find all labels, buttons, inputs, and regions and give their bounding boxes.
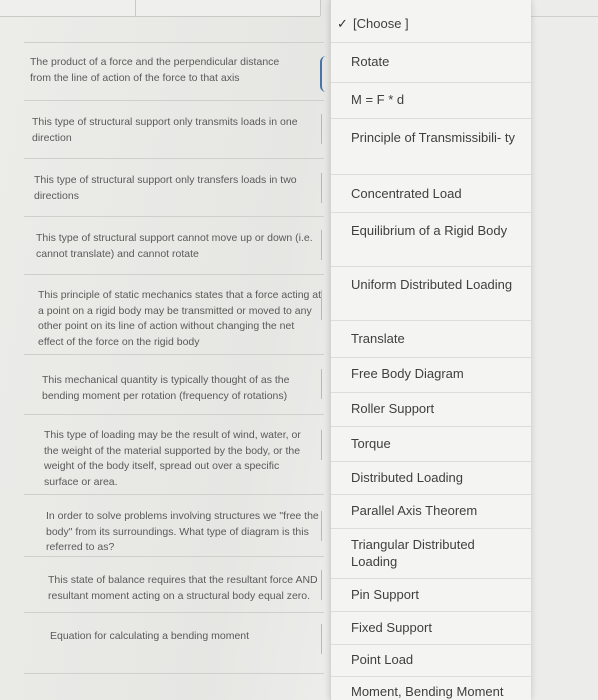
answer-select[interactable] — [321, 570, 326, 600]
option-label: Principle of Transmissibili- ty — [351, 130, 515, 145]
dropdown-option[interactable] — [331, 502, 531, 526]
right-background-pane — [530, 0, 598, 700]
dropdown-option[interactable] — [331, 330, 531, 354]
dropdown-option[interactable] — [331, 276, 531, 316]
dropdown-option[interactable] — [331, 129, 531, 169]
option-divider — [331, 174, 531, 175]
option-divider — [331, 357, 531, 358]
question-text: This principle of static mechanics states that a force acting at a point on a rigid body may be transmitted or moved to any other point on its line of action without changing the net effect of the force on the rigid body — [38, 289, 322, 348]
question-text: This mechanical quantity is typically thought of as the bending moment per rotation (frequency of rotations) — [42, 374, 290, 402]
option-label: [Choose ] — [353, 16, 409, 31]
matching-row — [24, 556, 324, 613]
matching-row — [24, 216, 324, 275]
question-text: This type of structural support only transmits loads in one direction — [32, 116, 298, 144]
matching-row — [24, 414, 324, 495]
option-divider — [331, 461, 531, 462]
option-divider — [331, 611, 531, 612]
option-label: Torque — [351, 436, 391, 451]
dropdown-option[interactable] — [331, 91, 531, 115]
dropdown-option[interactable] — [331, 683, 531, 700]
matching-row — [24, 494, 324, 557]
option-label: M = F * d — [351, 92, 405, 107]
option-label: Triangular Distributed Loading — [351, 537, 475, 569]
option-label: Free Body Diagram — [351, 366, 464, 381]
option-divider — [331, 392, 531, 393]
answer-select[interactable] — [321, 511, 326, 541]
question-text: Equation for calculating a bending moment — [50, 630, 250, 642]
option-divider — [331, 42, 531, 43]
dropdown-option[interactable] — [331, 400, 531, 424]
dropdown-option[interactable] — [331, 365, 531, 389]
option-divider — [331, 494, 531, 495]
option-divider — [331, 266, 531, 267]
matching-row — [24, 42, 324, 101]
top-cell — [136, 0, 321, 16]
option-label: Uniform Distributed Loading — [351, 277, 513, 292]
matching-row — [24, 158, 324, 217]
option-divider — [331, 528, 531, 529]
dropdown-option[interactable] — [331, 222, 531, 262]
dropdown-option[interactable] — [331, 651, 531, 673]
answer-select[interactable] — [321, 430, 326, 460]
option-divider — [331, 212, 531, 213]
option-divider — [331, 578, 531, 579]
dropdown-option[interactable] — [331, 53, 531, 77]
matching-row — [24, 354, 324, 415]
answer-dropdown-menu — [330, 0, 531, 700]
dropdown-option[interactable] — [331, 586, 531, 610]
option-divider — [331, 118, 531, 119]
dropdown-option[interactable] — [331, 619, 531, 643]
option-divider — [331, 644, 531, 645]
right-divider — [530, 16, 598, 17]
option-divider — [331, 676, 531, 677]
answer-select[interactable] — [321, 290, 326, 320]
checkmark-icon: ✓ — [337, 16, 348, 31]
answer-select[interactable] — [321, 173, 326, 203]
dropdown-option-choose[interactable] — [331, 15, 531, 39]
answer-select[interactable] — [321, 369, 326, 399]
matching-row — [24, 612, 324, 674]
option-label: Rotate — [351, 54, 390, 69]
option-label: Distributed Loading — [351, 470, 464, 485]
question-text: This type of structural support cannot move up or down (i.e. cannot translate) and cannot rotate — [36, 232, 313, 260]
question-text: The product of a force and the perpendicular distance from the line of action of the force to that axis — [30, 56, 280, 84]
option-label: Translate — [351, 331, 405, 346]
dropdown-option[interactable] — [331, 185, 531, 209]
dropdown-option[interactable] — [331, 435, 531, 459]
option-label: Fixed Support — [351, 620, 432, 635]
option-divider — [331, 82, 531, 83]
option-label: Parallel Axis Theorem — [351, 503, 478, 518]
question-text: This type of structural support only transfers loads in two directions — [34, 174, 297, 202]
answer-select[interactable] — [321, 624, 326, 654]
question-text: This state of balance requires that the resultant force AND resultant moment acting on a structural body equal zero. — [48, 574, 318, 602]
option-label: Equilibrium of a Rigid Body — [351, 223, 508, 238]
answer-select[interactable] — [321, 114, 326, 144]
top-table-strip — [0, 0, 320, 17]
option-divider — [331, 320, 531, 321]
dropdown-option[interactable] — [331, 536, 531, 576]
answer-select[interactable] — [321, 230, 326, 260]
option-label: Moment, Bending Moment — [351, 684, 504, 699]
option-label: Point Load — [351, 652, 414, 667]
matching-row — [24, 274, 324, 355]
answer-select-dropdown[interactable] — [320, 56, 326, 92]
matching-row — [24, 100, 324, 159]
dropdown-option[interactable] — [331, 469, 531, 493]
question-text: In order to solve problems involving structures we "free the body" from its surroundings. What type of diagram is this referred to as? — [46, 510, 319, 553]
question-text: This type of loading may be the result of wind, water, or the weight of the material supported by the body, or the weight of the body itself, spread out over a specific surface or area. — [44, 429, 301, 488]
top-cell — [0, 0, 136, 16]
option-label: Roller Support — [351, 401, 435, 416]
option-label: Pin Support — [351, 587, 419, 602]
option-label: Concentrated Load — [351, 186, 462, 201]
option-divider — [331, 426, 531, 427]
